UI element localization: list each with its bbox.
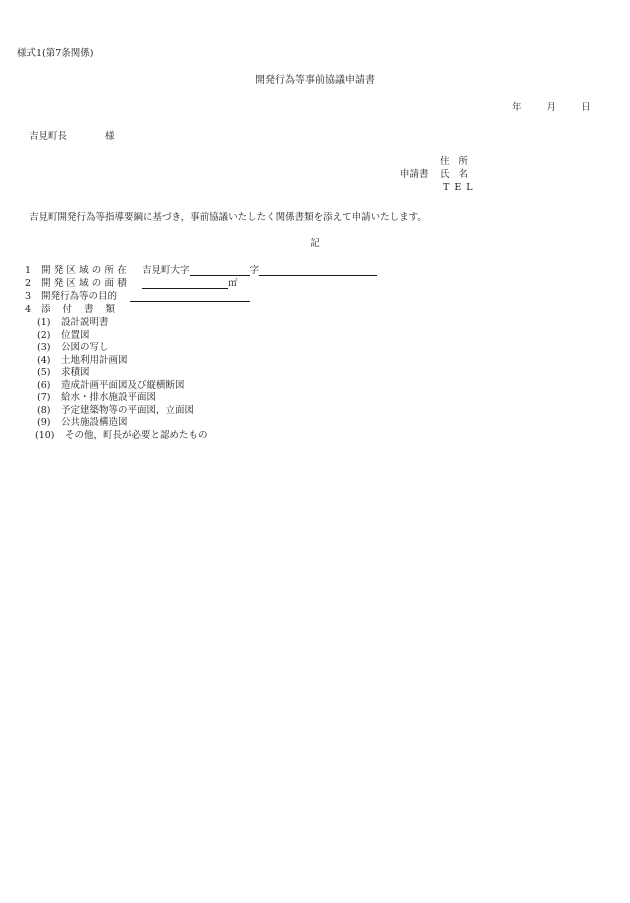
item-number: 4	[25, 304, 32, 315]
ki-heading: 記	[310, 238, 320, 249]
attachment-text: 給水・排水施設平面図	[61, 392, 157, 403]
attachment-number: (1)	[37, 317, 51, 328]
attachment-text: 設計説明書	[61, 317, 109, 328]
attachment-text: 予定建築物等の平面図，立面図	[61, 404, 195, 416]
attachment-text: その他，町長が必要と認めたもの	[65, 429, 208, 441]
area-unit: ㎡	[228, 278, 238, 289]
location-prefix: 吉見町大字	[142, 265, 190, 276]
tel-label: TEL	[443, 182, 478, 193]
applicant-block	[400, 156, 480, 195]
item-number: 1	[25, 265, 32, 276]
attachment-number: (2)	[37, 329, 51, 341]
addressee	[29, 131, 115, 142]
aza-blank	[259, 265, 377, 276]
purpose-blank	[130, 291, 250, 302]
attachment-number: (7)	[37, 392, 51, 403]
date-month: 月	[546, 102, 557, 113]
attachment-number: (9)	[37, 417, 51, 428]
addressee-honorific: 様	[105, 131, 115, 142]
attachment-number: (5)	[37, 367, 51, 378]
applicant-prefix: 申請書	[400, 169, 429, 180]
purpose-value	[130, 291, 250, 302]
attachment-number: (3)	[37, 342, 51, 353]
item-label: 添付書類	[41, 304, 128, 315]
attachment-number: (10)	[35, 429, 55, 441]
address-label: 住所	[440, 156, 478, 167]
area-value	[142, 278, 238, 289]
area-blank	[142, 278, 228, 289]
location-aza: 字	[249, 265, 260, 276]
addressee-name: 吉見町長	[29, 131, 68, 142]
attachment-text: 土地利用計画図	[61, 354, 128, 366]
attachment-text: 求積図	[61, 367, 90, 378]
date-year: 年	[512, 102, 522, 113]
name-label: 氏名	[440, 169, 478, 180]
item-label: 開発区域の所在	[41, 265, 130, 276]
location-value	[142, 265, 377, 276]
item-label: 開発区域の面積	[41, 278, 130, 289]
oaza-blank	[190, 265, 250, 276]
attachment-number: (4)	[37, 354, 51, 366]
item-number: 3	[25, 291, 32, 302]
attachment-number: (8)	[37, 404, 51, 416]
attachment-text: 造成計画平面図及び縦横断図	[61, 379, 185, 391]
item-label: 開発行為等の目的	[41, 291, 118, 302]
item-number: 2	[25, 278, 32, 289]
attachment-text: 公共施設構造図	[61, 417, 128, 428]
attachment-text: 位置図	[61, 329, 90, 341]
attachment-number: (6)	[37, 379, 51, 391]
body-text: 吉見町開発行為等指導要綱に基づき，事前協議いたしたく関係書類を添えて申請いたします。	[29, 212, 427, 223]
date-day: 日	[581, 102, 591, 113]
date-line	[512, 102, 591, 113]
form-number: 様式1(第7条関係)	[17, 48, 94, 59]
document-title: 開発行為等事前協議申請書	[255, 75, 375, 86]
attachment-text: 公図の写し	[61, 342, 109, 353]
